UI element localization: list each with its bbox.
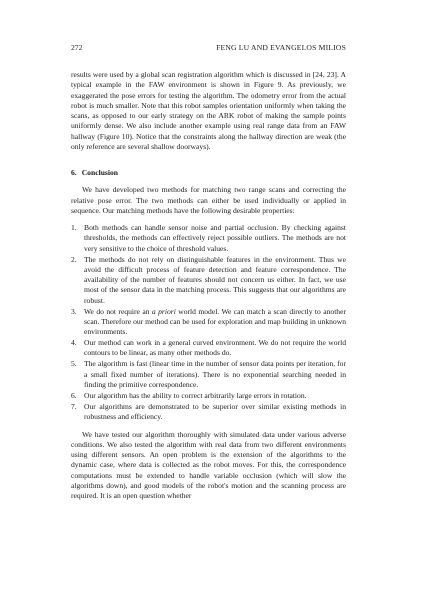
- list-item: [71, 223, 346, 254]
- section-paragraph: We have developed two methods for matching two range scans and correcting the relative pose error. The two methods can either be used individually or applied in sequence. Our matching methods have the following desirable properties:: [71, 185, 346, 215]
- property-list: [71, 223, 346, 423]
- closing-paragraph: We have tested our algorithm thoroughly with simulated data under various adverse conditions. We also tested the algorithm with real data from two different environments using different sensors. An open problem is the extension of the algorithms to the dynamic case, where data is collected as the robot moves. For this, the correspondence computations must be extended to handle variable occlusion (which will slow the algorithms down), and good models of the robot's motion and the scanning process are required. It is an open question whether: [71, 429, 346, 501]
- list-item-text-continued: world model. We can match a scan directly to another scan. Therefore our method can be used for exploration and map building in unknown environments.: [84, 306, 346, 337]
- list-item-number: 2.: [71, 254, 77, 264]
- list-item: [71, 338, 346, 359]
- list-item-number: 6.: [71, 390, 77, 400]
- running-head: FENG LU AND EVANGELOS MILIOS: [216, 43, 346, 52]
- page-number: 272: [71, 43, 83, 52]
- list-item: [71, 255, 346, 306]
- list-item-text: Our algorithms are demonstrated to be superior over similar existing methods in robustness and efficiency.: [84, 402, 346, 422]
- list-item-number: 3.: [71, 306, 77, 316]
- section-title: Conclusion: [81, 168, 118, 177]
- list-item: [71, 359, 346, 390]
- list-item: [71, 391, 346, 401]
- list-item-text: The algorithm is fast (linear time in the number of sensor data points per iteration, for a small fixed number of iterations). There is no exponential searching needed in finding the primitive correspondence.: [84, 359, 346, 389]
- list-item-number: 5.: [71, 359, 77, 369]
- list-item-text: The methods do not rely on distinguishable features in the environment. Thus we avoid the difficult process of feature detection and feature correspondence. The availability of the number of features should not concern us either. In fact, we use most of the sensor data in the matching process. This suggests that our algorithms are robust.: [84, 254, 346, 305]
- list-item-text: Our algorithm has the ability to correct arbitrarily large errors in rotation.: [84, 390, 307, 400]
- section-heading: [71, 168, 346, 178]
- list-item-number: 4.: [71, 338, 77, 348]
- list-item-number: 1.: [71, 223, 77, 232]
- emphasized-text: a priori: [151, 306, 176, 316]
- list-item: [71, 307, 346, 338]
- list-item-text: We do not require an: [84, 306, 152, 316]
- intro-paragraph: results were used by a global scan registration algorithm which is discussed in [24, 23]. A typical example in the FAW environment is shown in Figure 9. As previously, we exaggerated the pose errors for testing the algorithm. The odometry error from the actual robot is much smaller. Note that this robot samples orientation uniformly when taking the scans, as opposed to our early strategy on the ARK robot of making the sample points uniformly dense. We also include another example using real range data from an FAW hallway (Figure 10). Notice that the constraints along the hallway direction are weak (the only reference are several shallow doorways).: [71, 70, 346, 151]
- list-item-text: Our method can work in a general curved environment. We do not require the world contours to be linear, as many other methods do.: [84, 338, 346, 358]
- section-number: 6.: [71, 168, 77, 177]
- page-body: [71, 70, 346, 501]
- list-item-text: Both methods can handle sensor noise and partial occlusion. By checking against thresholds, the methods can effectively reject possible outliers. The methods are not very sensitive to the choice of threshold values.: [84, 223, 346, 253]
- list-item: [71, 402, 346, 423]
- list-item-number: 7.: [71, 402, 77, 412]
